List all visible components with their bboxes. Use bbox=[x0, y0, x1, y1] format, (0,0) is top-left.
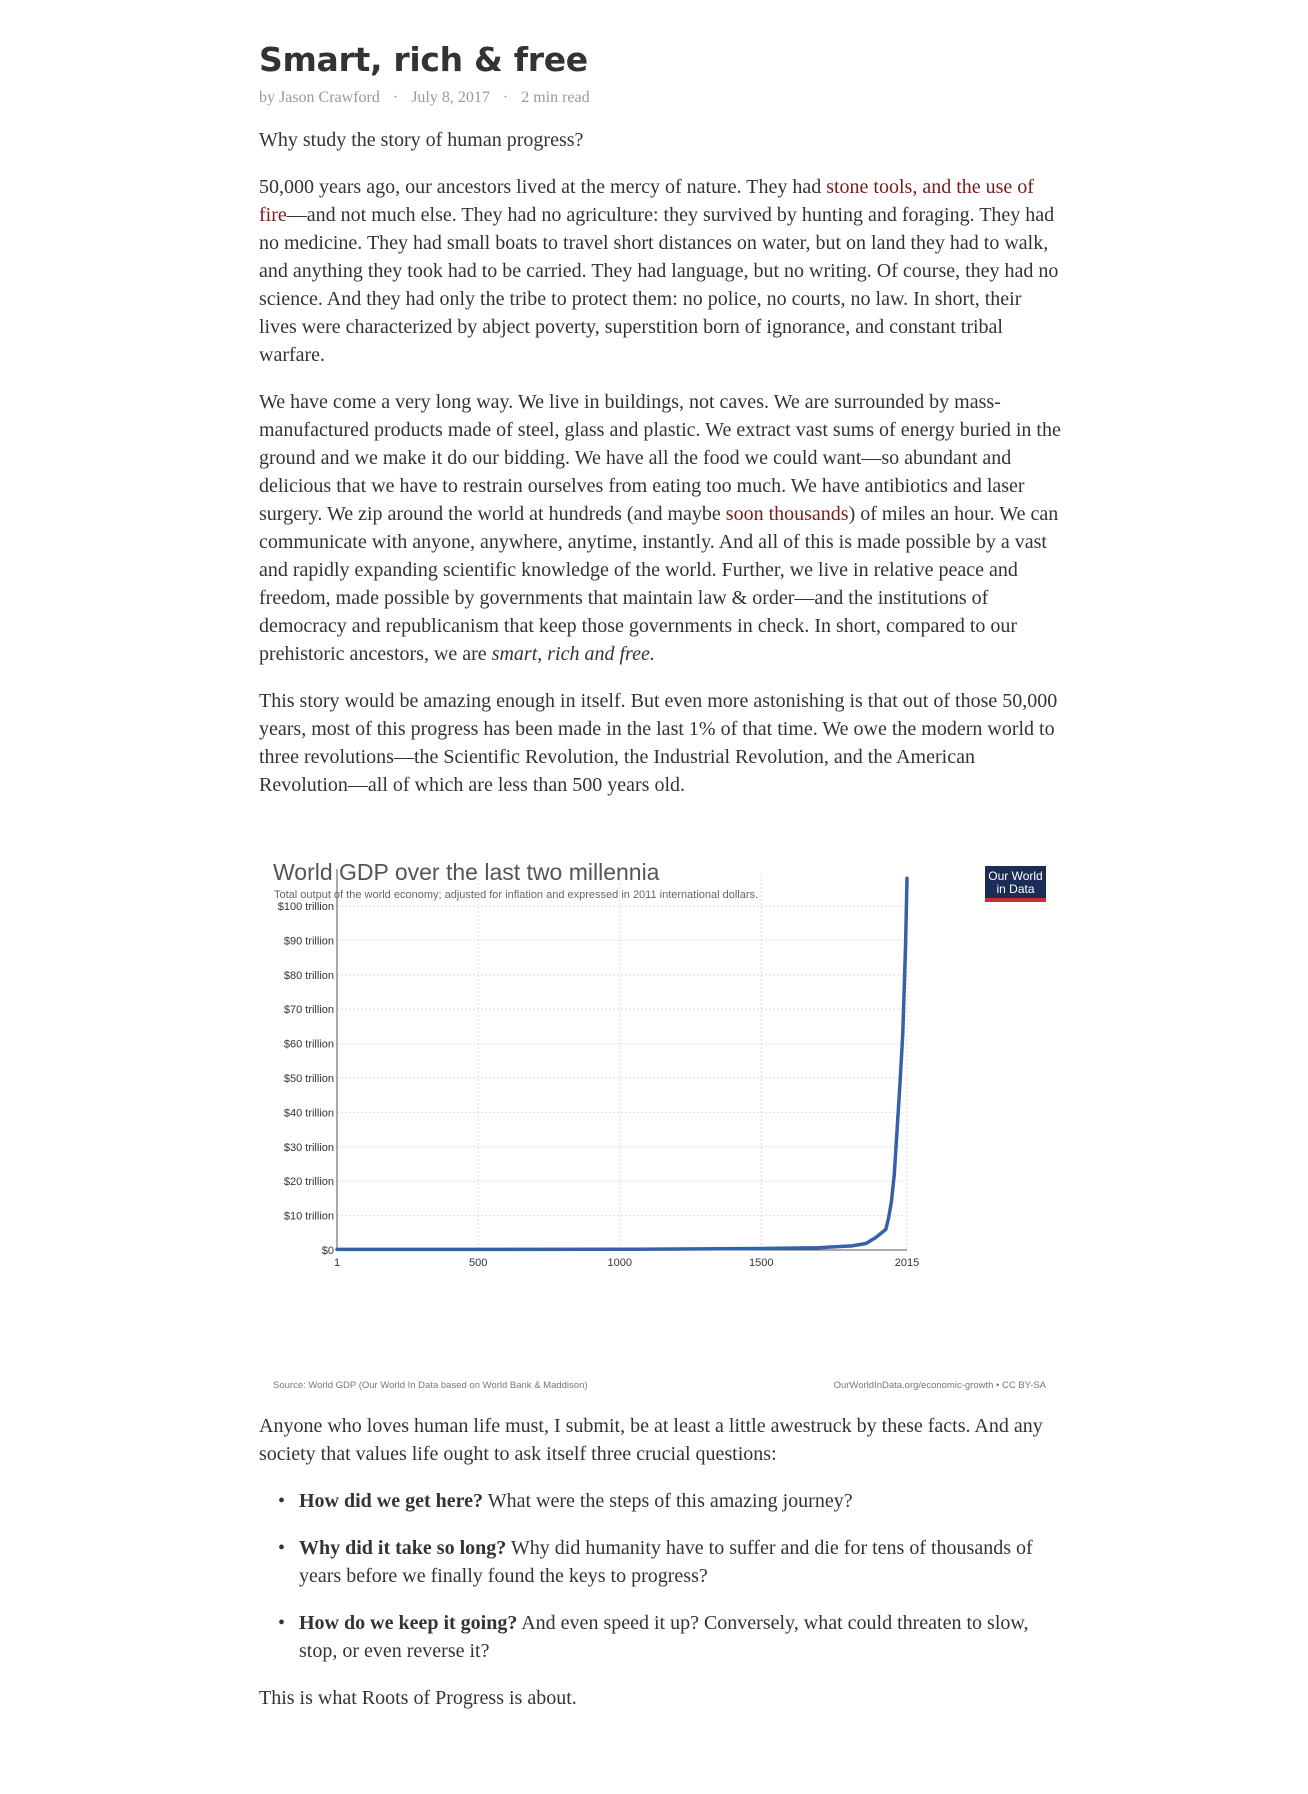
owid-logo-bar bbox=[985, 898, 1046, 902]
question-text: And even speed it up? Conversely, what could threaten to slow, stop, or even reverse it? bbox=[299, 1612, 1029, 1662]
list-item bbox=[299, 1487, 1064, 1515]
soon-thousands-link[interactable]: soon thousands bbox=[725, 503, 849, 525]
y-tick-label: $70 trillion bbox=[283, 1004, 334, 1017]
list-item bbox=[299, 1534, 1064, 1590]
y-tick-label: $40 trillion bbox=[283, 1107, 334, 1120]
author-link[interactable]: by Jason Crawford bbox=[259, 89, 380, 106]
paragraph-revolutions: This story would be amazing enough in itself. But even more astonishing is that out of those 50,000 years, most of this progress has been made in the last 1% of that time. We owe the modern world to three revolutions—the Scientific Revolution, the Industrial Revolution, and the American Revolution—all of which are less than 500 years old. bbox=[259, 690, 1058, 796]
y-tick-label: $80 trillion bbox=[283, 969, 334, 982]
paragraph-ancestors bbox=[259, 173, 1064, 369]
question-text: What were the steps of this amazing journey? bbox=[483, 1490, 853, 1512]
question-bold: How did we get here? bbox=[299, 1490, 484, 1512]
text-span: We have come a very long way. We live in buildings, not caves. We are surrounded by mass-manufactured products made of steel, glass and plastic. We extract vast sums of energy buried in the ground and we make it do our bidding. We have all the food we could want—so abundant and delicious that we have to restrain ourselves from eating too much. We have antibiotics and laser surgery. We zip around the world at hundreds (and maybe bbox=[259, 391, 1061, 525]
paragraph-intro: Why study the story of human progress? bbox=[259, 129, 584, 151]
list-item bbox=[299, 1609, 1064, 1665]
gdp-chart bbox=[259, 818, 1064, 1408]
text-span: ) of miles an hour. We can communicate with anyone, anywhere, anytime, instantly. And all of this is made possible by a vast and rapidly expanding scientific knowledge of the world. Further, we live in relative peace and freedom, made possible by governments that maintain law & order—and the institutions of democracy and republicanism that keep those governments in check. In short, compared to our prehistoric ancestors, we are bbox=[259, 503, 1059, 665]
question-bold: How do we keep it going? bbox=[299, 1612, 518, 1634]
questions-list bbox=[259, 1487, 1064, 1665]
read-time: 2 min read bbox=[521, 89, 590, 106]
publish-date: July 8, 2017 bbox=[411, 89, 490, 106]
article-body bbox=[259, 126, 1064, 1712]
y-tick-label: $0 bbox=[321, 1245, 334, 1257]
question-bold: Why did it take so long? bbox=[299, 1537, 507, 1559]
text-span: —and not much else. They had no agriculture: they survived by hunting and foraging. They had no medicine. They had small boats to travel short distances on water, but on land they had to walk, and anything they took had to be carried. They had language, but no writing. Of course, they had no science. And they had only the tribe to protect them: no police, no courts, no law. In short, their lives were characterized by abject poverty, superstition born of ignorance, and constant tribal warfare. bbox=[259, 204, 1059, 366]
y-tick-label: $50 trillion bbox=[283, 1072, 334, 1085]
x-tick-label: 1500 bbox=[749, 1257, 774, 1269]
byline bbox=[259, 88, 1064, 108]
chart-source: Source: World GDP (Our World In Data based on World Bank & Maddison) bbox=[273, 1380, 588, 1391]
byline-separator: · bbox=[392, 89, 399, 106]
x-tick-label: 2015 bbox=[894, 1257, 920, 1269]
stone-tools-link[interactable]: stone tools, and the use of fire bbox=[259, 176, 1034, 226]
byline-separator: · bbox=[502, 89, 509, 106]
x-tick-label: 500 bbox=[469, 1257, 488, 1269]
chart-subtitle: Total output of the world economy; adjusted for inflation and expressed in 2011 international dollars. bbox=[274, 889, 759, 901]
y-tick-label: $90 trillion bbox=[283, 935, 334, 948]
article bbox=[259, 36, 1064, 1731]
x-tick-label: 1 bbox=[333, 1257, 341, 1269]
y-tick-label: $100 trillion bbox=[277, 900, 334, 913]
question-text: Why did humanity have to suffer and die for tens of thousands of years before we finally found the keys to progress? bbox=[299, 1537, 1033, 1587]
paragraph-awestruck: Anyone who loves human life must, I submit, be at least a little awestruck by these facts. And any society that values life ought to ask itself three crucial questions: bbox=[259, 1415, 1043, 1465]
y-tick-label: $20 trillion bbox=[283, 1176, 334, 1189]
y-tick-label: $30 trillion bbox=[283, 1141, 334, 1154]
page-title: Smart, rich & free bbox=[259, 40, 588, 79]
gdp-chart-figure bbox=[259, 818, 1064, 1408]
y-tick-label: $10 trillion bbox=[283, 1210, 334, 1223]
owid-logo[interactable] bbox=[985, 866, 1046, 902]
paragraph-closing: This is what Roots of Progress is about. bbox=[259, 1687, 577, 1709]
owid-logo-line1: Our World bbox=[988, 869, 1043, 883]
text-span: 50,000 years ago, our ancestors lived at the mercy of nature. They had bbox=[259, 176, 827, 198]
emphasis-text: smart, rich and free. bbox=[491, 643, 655, 665]
paragraph-modern bbox=[259, 388, 1064, 668]
chart-credit[interactable]: OurWorldInData.org/economic-growth • CC BY-SA bbox=[833, 1380, 1046, 1391]
owid-logo-line2: in Data bbox=[996, 882, 1035, 896]
chart-title: World GDP over the last two millennia bbox=[273, 859, 660, 885]
y-tick-label: $60 trillion bbox=[283, 1038, 334, 1051]
x-tick-label: 1000 bbox=[607, 1257, 632, 1269]
